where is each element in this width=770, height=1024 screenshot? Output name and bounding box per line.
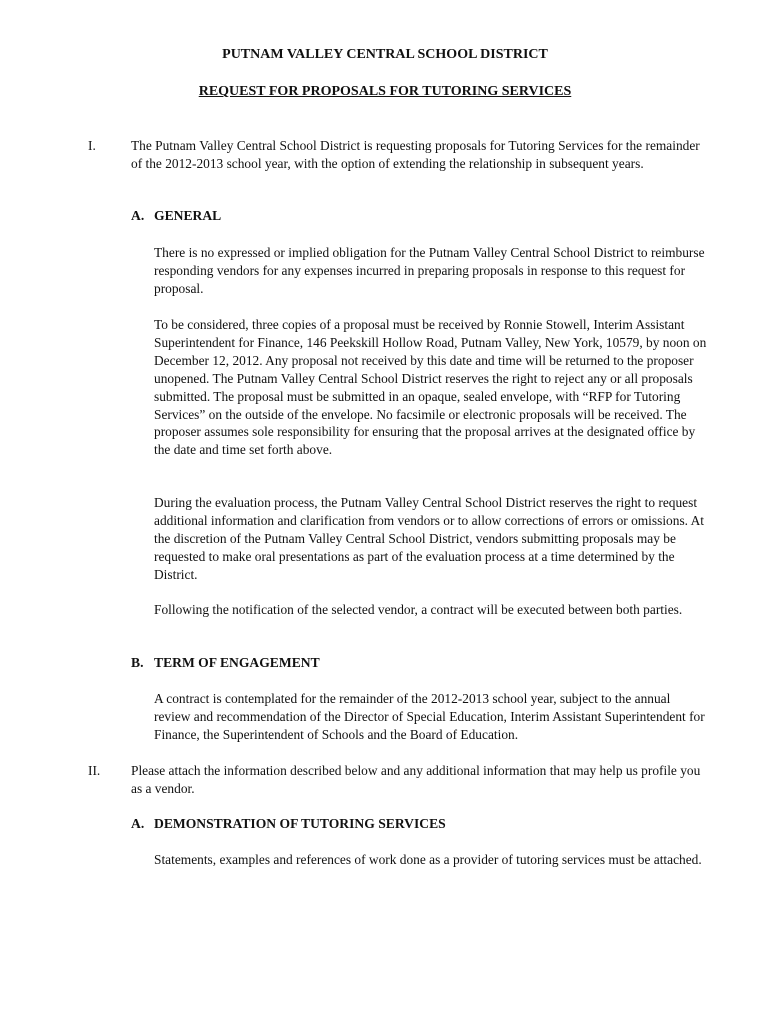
section-1a-heading [131, 207, 221, 225]
section-2a-heading [131, 815, 446, 833]
section-1a-paragraph-1: There is no expressed or implied obligation for the Putnam Valley Central School District to reimburse responding vendors for any expenses incurred in preparing proposals in response to this request for proposal. [154, 245, 705, 296]
section-1a-paragraph-4: Following the notification of the selected vendor, a contract will be executed between both parties. [154, 602, 683, 617]
section-1b-letter: B. [131, 655, 144, 670]
section-1a-title: GENERAL [154, 208, 222, 223]
section-1b-paragraph-1: A contract is contemplated for the remainder of the 2012-2013 school year, subject to the annual review and recommendation of the Director of Special Education, Interim Assistant Superintendent for Finance, the Superintendent of Schools and the Board of Education. [154, 691, 705, 742]
document-subtitle: REQUEST FOR PROPOSALS FOR TUTORING SERVICES [198, 84, 572, 99]
section-2-intro: Please attach the information described below and any additional information that may help us profile you as a vendor. [131, 763, 701, 796]
document-title: PUTNAM VALLEY CENTRAL SCHOOL DISTRICT [222, 47, 548, 62]
section-1-intro: The Putnam Valley Central School District is requesting proposals for Tutoring Services for the remainder of the 2012-2013 school year, with the option of extending the relationship in subsequent years. [131, 138, 700, 171]
section-1b-heading [131, 654, 320, 672]
section-1a-paragraph-3: During the evaluation process, the Putnam Valley Central School District reserves the right to request additional information and clarification from vendors or to allow corrections of errors or omissions. At the discretion of the Putnam Valley Central School District, vendors submitting proposals may be requested to make oral presentations as part of the evaluation process at a time determined by the District. [154, 495, 704, 582]
section-1-numeral: I. [88, 138, 96, 153]
section-2-numeral: II. [88, 763, 101, 778]
section-2a-paragraph-1: Statements, examples and references of work done as a provider of tutoring services must be attached. [154, 852, 702, 867]
section-1a-paragraph-2: To be considered, three copies of a proposal must be received by Ronnie Stowell, Interim Assistant Superintendent for Finance, 146 Peekskill Hollow Road, Putnam Valley, New York, 10579, by noon on December 12, 2012. Any proposal not received by this date and time will be returned to the proposer unopened. The Putnam Valley Central School District reserves the right to reject any or all proposals submitted. The proposal must be submitted in an opaque, sealed envelope, with “RFP for Tutoring Services” on the outside of the envelope. No facsimile or electronic proposals will be received. The proposer assumes sole responsibility for ensuring that the proposal arrives at the designated office by the date and time set forth above. [154, 317, 707, 458]
section-1b-title: TERM OF ENGAGEMENT [154, 655, 320, 670]
section-2a-letter: A. [131, 816, 145, 831]
section-2a-title: DEMONSTRATION OF TUTORING SERVICES [154, 816, 446, 831]
section-1a-letter: A. [131, 208, 145, 223]
